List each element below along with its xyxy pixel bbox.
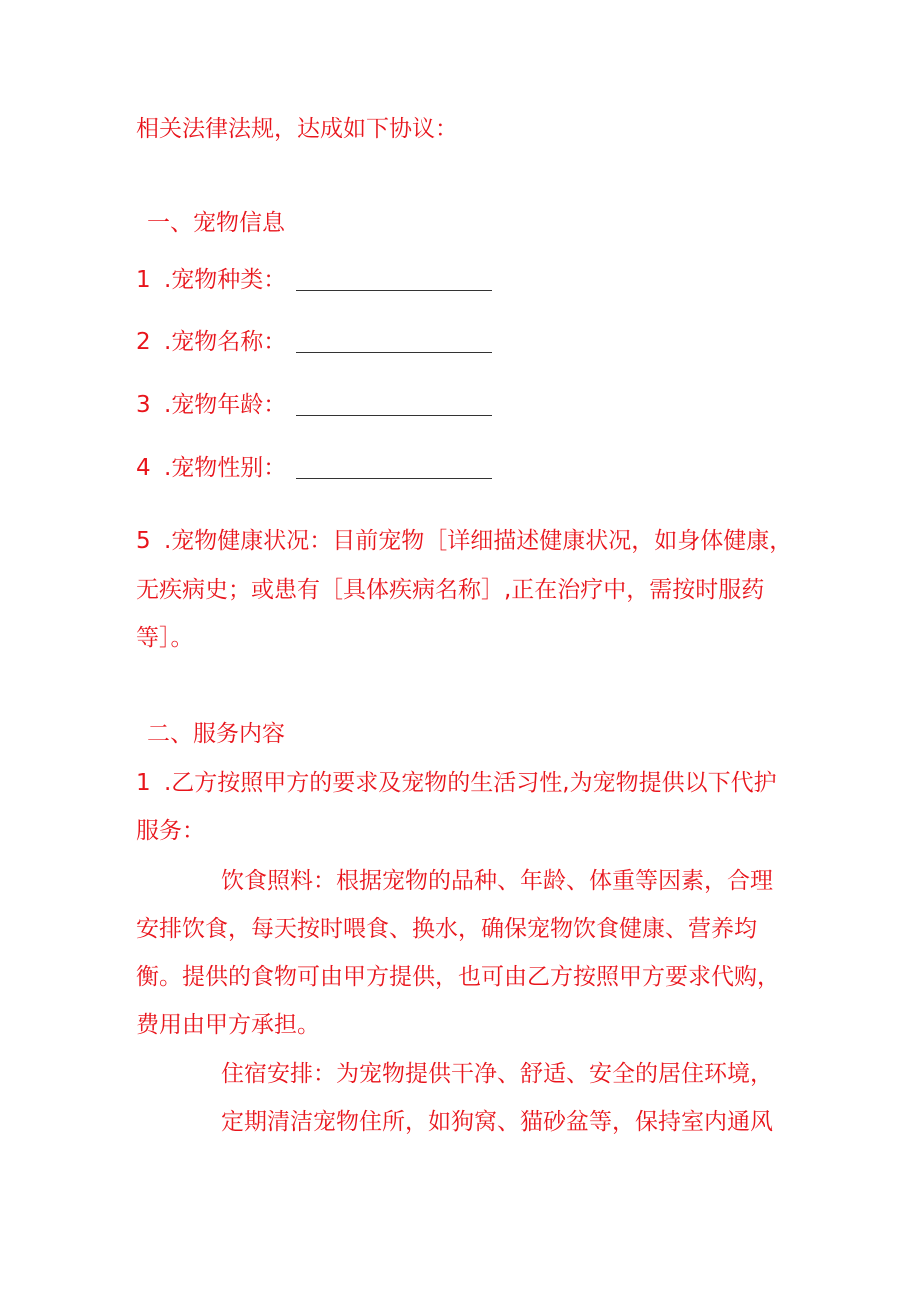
- field-label: .宠物性别：: [164, 455, 287, 481]
- field-label: .宠物种类：: [164, 267, 287, 293]
- blank-underline: [296, 393, 492, 416]
- blank-underline: [296, 330, 492, 353]
- field-number: 5: [136, 528, 151, 554]
- pet-name-field: [136, 327, 492, 357]
- section2-heading: 二、服务内容: [147, 721, 285, 747]
- field-number: 4: [136, 455, 151, 481]
- pet-gender-field: [136, 453, 492, 483]
- pet-type-field: [136, 265, 492, 295]
- field-label: .宠物年龄：: [164, 392, 287, 418]
- blank-underline: [296, 456, 492, 479]
- field-number: 1: [136, 770, 151, 796]
- diet-line-4: 费用由甲方承担。: [136, 1012, 320, 1038]
- housing-line-1: 住宿安排：为宠物提供干净、舒适、安全的居住环境，: [221, 1061, 773, 1087]
- field-number: 2: [136, 329, 151, 355]
- field-number: 3: [136, 392, 151, 418]
- pet-health-line-2: 无疾病史；或患有［具体疾病名称］,正在治疗中，需按时服药: [136, 577, 765, 603]
- diet-line-1: 饮食照料：根据宠物的品种、年龄、体重等因素，合理: [221, 868, 773, 894]
- pet-health-line-1: [136, 526, 792, 556]
- pet-age-field: [136, 390, 492, 420]
- service-item-line-1: [136, 768, 777, 798]
- field-label: .宠物名称：: [164, 329, 287, 355]
- intro-line: 相关法律法规，达成如下协议：: [136, 116, 458, 142]
- health-text: .宠物健康状况：目前宠物［详细描述健康状况，如身体健康，: [164, 528, 793, 554]
- diet-line-3: 衡。提供的食物可由甲方提供，也可由乙方按照甲方要求代购，: [136, 964, 780, 990]
- field-number: 1: [136, 267, 151, 293]
- blank-underline: [296, 268, 492, 291]
- diet-line-2: 安排饮食，每天按时喂食、换水，确保宠物饮食健康、营养均: [136, 916, 757, 942]
- pet-health-line-3: 等］。: [136, 625, 194, 651]
- section1-heading: 一、宠物信息: [147, 210, 285, 236]
- service-item-line-2: 服务：: [136, 818, 205, 844]
- service-item-text: .乙方按照甲方的要求及宠物的生活习性,为宠物提供以下代护: [164, 770, 777, 796]
- housing-line-2: 定期清洁宠物住所，如狗窝、猫砂盆等，保持室内通风: [221, 1109, 773, 1135]
